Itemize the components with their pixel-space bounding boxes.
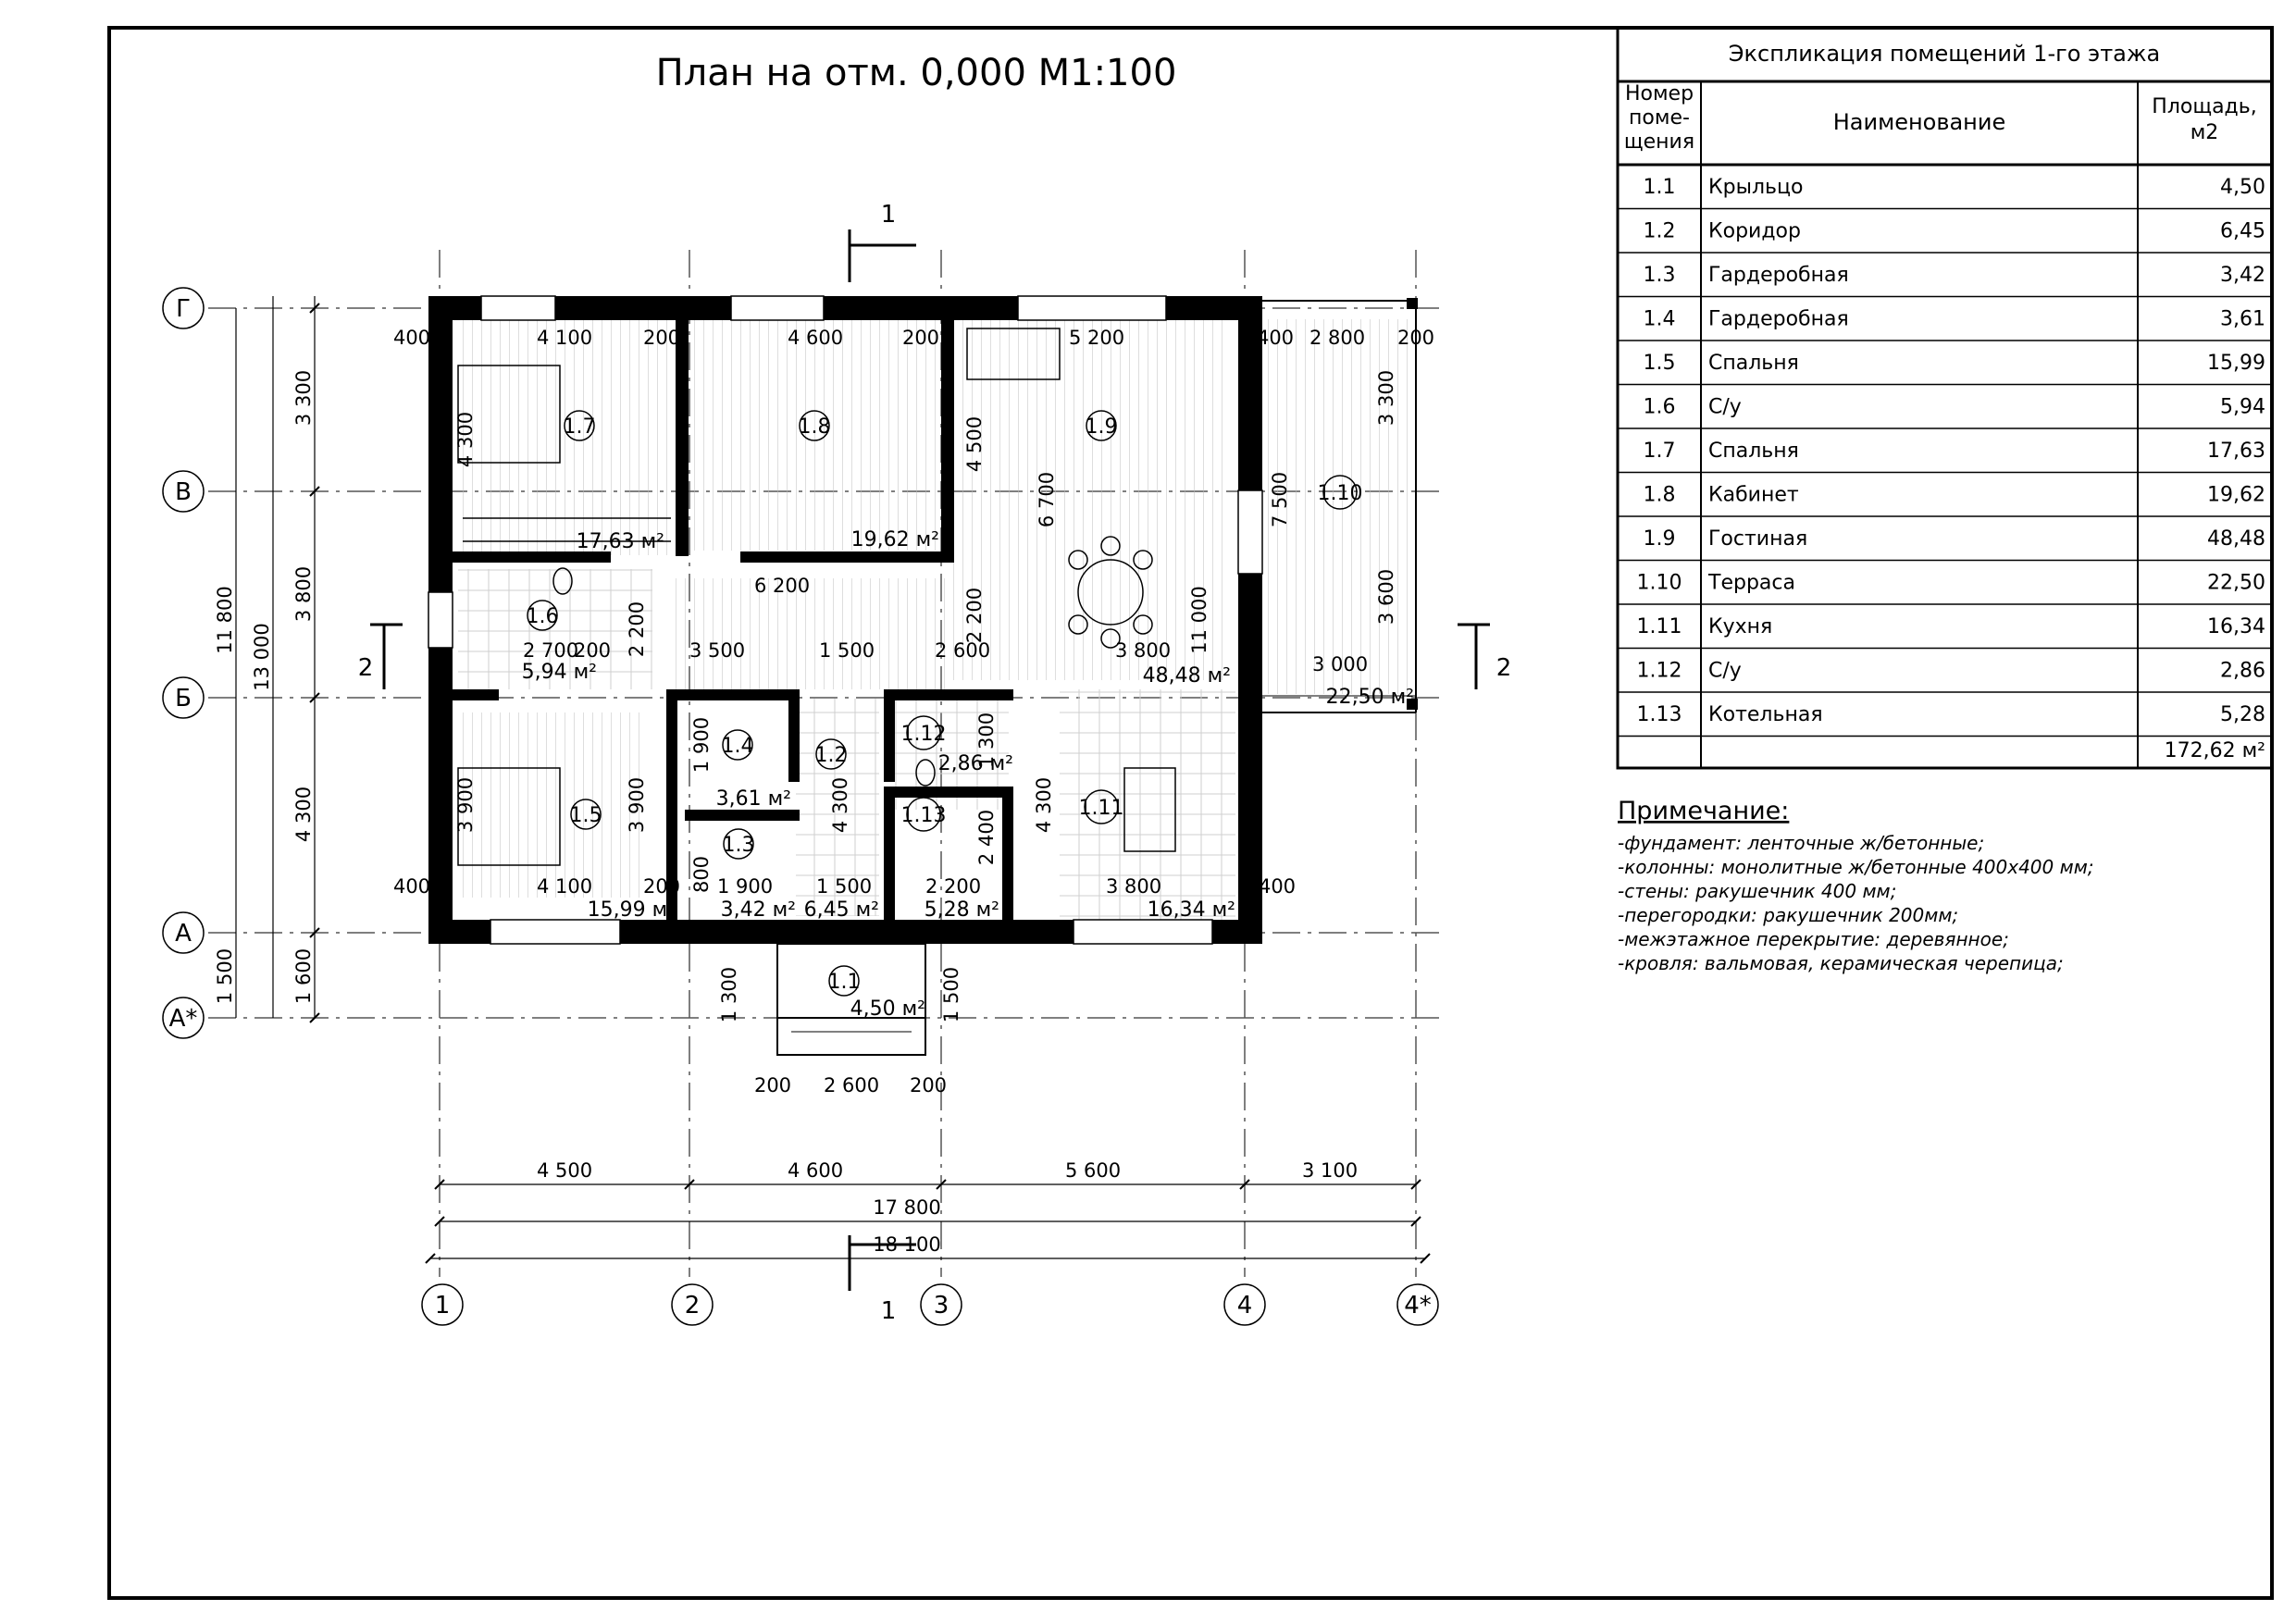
dim-200-c: 200 bbox=[1396, 327, 1435, 349]
dim-3500: 3 500 bbox=[689, 639, 746, 662]
dim-porch-2600: 2 600 bbox=[823, 1074, 880, 1096]
dim-1300-v: 1 300 bbox=[975, 712, 998, 769]
table-cell-num: 1.8 bbox=[1643, 483, 1676, 507]
table-cell-area: 15,99 bbox=[2207, 352, 2265, 375]
table-cell-name: Крыльцо bbox=[1708, 176, 1804, 199]
axis-col-3: 3 bbox=[933, 1292, 949, 1319]
col-header-area-2: м2 bbox=[2190, 121, 2219, 144]
table-cell-name: Гардеробная bbox=[1708, 307, 1849, 331]
col-header-area-1: Площадь, bbox=[2152, 95, 2257, 118]
dim-4100-a: 4 100 bbox=[536, 327, 593, 349]
dim-4300-c: 4 300 bbox=[829, 776, 851, 834]
room-area-1-8: 19,62 м² bbox=[850, 528, 939, 551]
table-total: 172,62 м² bbox=[2164, 739, 2265, 762]
dim-2800: 2 800 bbox=[1309, 327, 1366, 349]
dim-400-d: 400 bbox=[1258, 875, 1297, 898]
dim-5200: 5 200 bbox=[1068, 327, 1125, 349]
dim-7500: 7 500 bbox=[1269, 471, 1291, 528]
table-cell-num: 1.12 bbox=[1636, 659, 1682, 683]
dim-18100: 18 100 bbox=[873, 1233, 941, 1256]
dim-3300: 3 300 bbox=[292, 369, 315, 427]
axis-row-g: Г bbox=[176, 295, 191, 323]
table-cell-num: 1.10 bbox=[1636, 571, 1682, 595]
table-cell-name: Спальня bbox=[1708, 352, 1799, 375]
dim-3800-a: 3 800 bbox=[1114, 639, 1172, 662]
table-cell-area: 6,45 bbox=[2220, 219, 2265, 243]
dim-2200-c: 2 200 bbox=[925, 875, 982, 898]
dim-1600: 1 600 bbox=[292, 948, 315, 1005]
table-cell-area: 3,61 bbox=[2220, 307, 2265, 331]
section-2-right-label: 2 bbox=[1496, 654, 1512, 682]
note-item: -перегородки: ракушечник 200мм; bbox=[1618, 904, 1959, 926]
dim-2700: 2 700 bbox=[522, 639, 579, 662]
table-cell-num: 1.13 bbox=[1636, 703, 1682, 726]
table-cell-num: 1.11 bbox=[1636, 615, 1682, 638]
room-tag-1-13: 1.13 bbox=[900, 804, 947, 827]
table-cell-name: С/у bbox=[1708, 659, 1742, 683]
dim-17800: 17 800 bbox=[873, 1196, 941, 1219]
room-area-1-7: 17,63 м² bbox=[576, 530, 664, 553]
table-cell-num: 1.1 bbox=[1643, 176, 1676, 199]
room-area-1-11: 16,34 м² bbox=[1147, 898, 1235, 922]
col-axis-bubbles bbox=[422, 1284, 1438, 1325]
dim-400-a: 400 bbox=[392, 327, 431, 349]
table-cell-name: Кухня bbox=[1708, 615, 1773, 638]
room-tag-1-12: 1.12 bbox=[900, 723, 947, 746]
room-area-1-12: 2,86 м² bbox=[937, 752, 1013, 775]
plan-title: План на отм. 0,000 М1:100 bbox=[655, 52, 1177, 94]
dim-1500: 1 500 bbox=[214, 948, 236, 1005]
dim-800-v: 800 bbox=[690, 855, 713, 894]
note-item: -кровля: вальмовая, керамическая черепица; bbox=[1618, 952, 2064, 974]
room-tag-1-6: 1.6 bbox=[526, 605, 559, 628]
section-1-bottom-label: 1 bbox=[880, 1297, 897, 1325]
axis-row-v: В bbox=[175, 478, 192, 506]
dim-3600: 3 600 bbox=[1375, 568, 1397, 626]
table-cell-area: 2,86 bbox=[2220, 659, 2265, 683]
table-cell-num: 1.4 bbox=[1643, 307, 1676, 331]
table-cell-name: Спальня bbox=[1708, 440, 1799, 463]
dim-3800-b: 3 800 bbox=[1105, 875, 1162, 898]
room-tag-1-10: 1.10 bbox=[1317, 482, 1363, 505]
dim-3900-a: 3 900 bbox=[454, 776, 477, 834]
table-title: Экспликация помещений 1-го этажа bbox=[1728, 41, 2161, 67]
dim-1500-porch: 1 500 bbox=[940, 966, 962, 1023]
room-area-1-13: 5,28 м² bbox=[924, 898, 999, 922]
axis-col-2: 2 bbox=[684, 1292, 701, 1319]
dim-400-c: 400 bbox=[392, 875, 431, 898]
col-header-num-3: щения bbox=[1623, 130, 1695, 154]
table-cell-name: Кабинет bbox=[1708, 483, 1799, 507]
room-tag-1-2: 1.2 bbox=[814, 744, 848, 767]
table-cell-num: 1.7 bbox=[1643, 440, 1676, 463]
note-item: -фундамент: ленточные ж/бетонные; bbox=[1618, 832, 1985, 854]
table-cell-num: 1.6 bbox=[1643, 395, 1676, 419]
dim-2600-a: 2 600 bbox=[934, 639, 991, 662]
dim-4300: 4 300 bbox=[292, 786, 315, 843]
dim-2400-v: 2 400 bbox=[975, 809, 998, 866]
dim-11800: 11 800 bbox=[214, 586, 236, 654]
table-cell-area: 4,50 bbox=[2220, 176, 2265, 199]
dim-1500-b: 1 500 bbox=[815, 875, 873, 898]
col-header-name: Наименование bbox=[1832, 109, 2006, 135]
table-cell-area: 19,62 bbox=[2207, 483, 2265, 507]
note-item: -колонны: монолитные ж/бетонные 400х400 мм; bbox=[1618, 856, 2094, 878]
dim-1900-b: 1 900 bbox=[716, 875, 774, 898]
table-cell-area: 48,48 bbox=[2207, 527, 2265, 551]
dim-3000: 3 000 bbox=[1311, 653, 1369, 675]
dim-3800: 3 800 bbox=[292, 565, 315, 623]
dim-4100-b: 4 100 bbox=[536, 875, 593, 898]
note-item: -стены: ракушечник 400 мм; bbox=[1618, 880, 1897, 902]
room-tag-1-3: 1.3 bbox=[722, 834, 755, 857]
dim-11000: 11 000 bbox=[1188, 586, 1210, 654]
notes-heading: Примечание: bbox=[1618, 797, 1790, 825]
dim-4600: 4 600 bbox=[787, 1159, 844, 1182]
axis-col-4-star: 4* bbox=[1404, 1292, 1432, 1319]
table-cell-num: 1.9 bbox=[1643, 527, 1676, 551]
section-1-top-label: 1 bbox=[880, 201, 897, 229]
dim-porch-200-left: 200 bbox=[753, 1074, 792, 1096]
dim-13000: 13 000 bbox=[251, 623, 273, 691]
table-cell-area: 5,28 bbox=[2220, 703, 2265, 726]
axis-row-a-star: А* bbox=[168, 1005, 198, 1033]
dim-1500-a: 1 500 bbox=[818, 639, 875, 662]
room-tag-1-4: 1.4 bbox=[721, 735, 754, 758]
dim-4500: 4 500 bbox=[536, 1159, 593, 1182]
dim-200-d: 200 bbox=[573, 639, 612, 662]
room-tag-1-1: 1.1 bbox=[827, 971, 861, 994]
table-cell-area: 22,50 bbox=[2207, 571, 2265, 595]
dim-4300-b: 4 300 bbox=[454, 411, 477, 468]
room-tag-1-5: 1.5 bbox=[569, 804, 602, 827]
table-cell-num: 1.3 bbox=[1643, 264, 1676, 287]
dim-4600-a: 4 600 bbox=[787, 327, 844, 349]
room-area-1-5: 15,99 м² bbox=[587, 898, 676, 922]
col-header-num-1: Номер bbox=[1624, 82, 1694, 105]
room-tag-1-7: 1.7 bbox=[563, 415, 596, 439]
room-area-1-6: 5,94 м² bbox=[521, 661, 597, 684]
room-tag-1-9: 1.9 bbox=[1085, 415, 1118, 439]
dim-5600: 5 600 bbox=[1064, 1159, 1122, 1182]
dim-4300-d: 4 300 bbox=[1033, 776, 1055, 834]
table-cell-name: Терраса bbox=[1708, 571, 1795, 595]
note-item: -межэтажное перекрытие: деревянное; bbox=[1618, 928, 2009, 950]
dim-1900-v: 1 900 bbox=[690, 716, 713, 774]
axis-col-4: 4 bbox=[1236, 1292, 1253, 1319]
room-area-1-4: 3,61 м² bbox=[715, 787, 791, 811]
dim-200-b: 200 bbox=[901, 327, 940, 349]
axis-row-b: Б bbox=[175, 685, 192, 712]
table-cell-area: 16,34 bbox=[2207, 615, 2265, 638]
table-cell-name: Коридор bbox=[1708, 219, 1801, 243]
dim-4500-b: 4 500 bbox=[963, 415, 986, 473]
dim-6200: 6 200 bbox=[753, 575, 811, 597]
table-cell-num: 1.2 bbox=[1643, 219, 1676, 243]
dim-3300-b: 3 300 bbox=[1375, 369, 1397, 427]
room-tag-1-8: 1.8 bbox=[798, 415, 831, 439]
room-tag-1-11: 1.11 bbox=[1078, 797, 1124, 820]
dim-6700: 6 700 bbox=[1036, 471, 1058, 528]
axis-row-a: А bbox=[175, 920, 192, 948]
dim-200-e: 200 bbox=[642, 875, 681, 898]
table-cell-area: 5,94 bbox=[2220, 395, 2265, 419]
axis-col-1: 1 bbox=[434, 1292, 451, 1319]
dim-3100: 3 100 bbox=[1301, 1159, 1359, 1182]
table-cell-name: Гостиная bbox=[1708, 527, 1808, 551]
dim-porch-200-right: 200 bbox=[909, 1074, 948, 1096]
table-cell-name: С/у bbox=[1708, 395, 1742, 419]
room-area-1-10: 22,50 м² bbox=[1325, 686, 1414, 709]
table-cell-area: 17,63 bbox=[2207, 440, 2265, 463]
table-cell-name: Гардеробная bbox=[1708, 264, 1849, 287]
dim-400-b: 400 bbox=[1256, 327, 1295, 349]
table-cell-name: Котельная bbox=[1708, 703, 1823, 726]
table-cell-num: 1.5 bbox=[1643, 352, 1676, 375]
room-area-1-2: 6,45 м² bbox=[803, 898, 879, 922]
dim-3900-b: 3 900 bbox=[626, 776, 648, 834]
room-area-1-3: 3,42 м² bbox=[720, 898, 796, 922]
dim-200-a: 200 bbox=[642, 327, 681, 349]
dim-2200: 2 200 bbox=[626, 601, 648, 658]
col-header-num-2: поме- bbox=[1629, 106, 1690, 130]
room-area-1-9: 48,48 м² bbox=[1142, 664, 1231, 688]
floor-finishes bbox=[458, 319, 1411, 921]
table-cell-area: 3,42 bbox=[2220, 264, 2265, 287]
section-2-left-label: 2 bbox=[357, 654, 374, 682]
room-area-1-1: 4,50 м² bbox=[850, 997, 925, 1021]
dim-1300-porch: 1 300 bbox=[718, 966, 740, 1023]
dim-2200-b: 2 200 bbox=[963, 587, 986, 644]
